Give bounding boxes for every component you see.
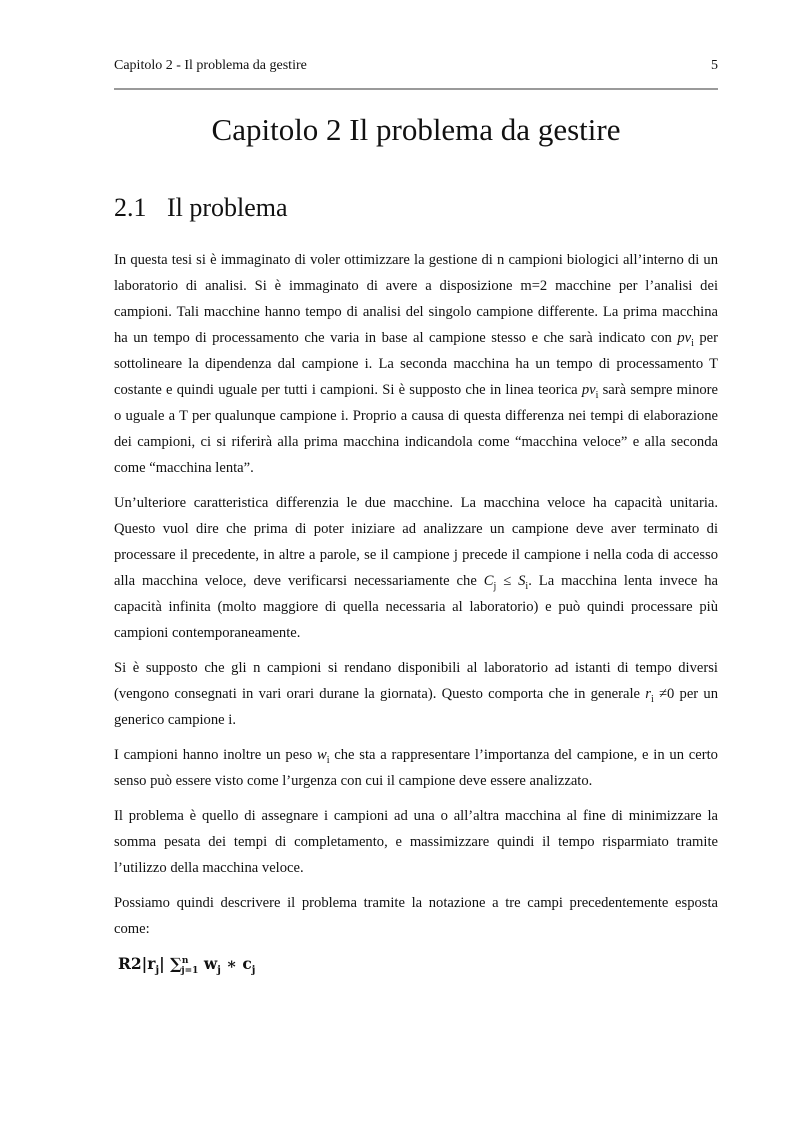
paragraph-1 — [114, 247, 718, 481]
p2-sub-j: j — [493, 580, 497, 592]
formula-w: w — [198, 954, 218, 973]
formula-bar: | — [159, 954, 171, 973]
p2-sub-i: i — [525, 580, 529, 592]
summation-symbol — [170, 951, 198, 980]
p2-var-c: C — [483, 573, 494, 589]
formula-w-sub: j — [217, 965, 221, 977]
running-title: Capitolo 2 - Il problema da gestire — [114, 58, 307, 73]
sum-sign: ∑ — [170, 954, 182, 973]
p3-text-a: Si è supposto che gli n campioni si rendano disponibili al laboratorio ad istanti di tempo diversi (vengono consegnati in vari orari durane la giornata). Questo comporta che in generale — [114, 660, 718, 702]
sum-lower-limit: j=1 — [181, 966, 199, 976]
paragraph-4 — [114, 742, 718, 794]
paragraph-6: Possiamo quindi descrivere il problema tramite la notazione a tre campi precedentemente esposta come: — [114, 895, 718, 937]
p3-var-r: r — [645, 686, 651, 702]
paragraph-2 — [114, 490, 718, 646]
p3-text-b: ≠0 per un generico campione i. — [114, 686, 718, 728]
scheduling-formula — [114, 951, 718, 980]
sum-upper-limit: n — [181, 956, 189, 966]
p4-sub-i: i — [326, 754, 330, 766]
formula-c-sub: j — [251, 965, 256, 977]
p4-var-w: w — [316, 747, 327, 763]
paragraph-5: Il problema è quello di assegnare i campioni ad una o all’altra macchina al fine di minimizzare la somma pesata dei tempi di completamento, e massimizzare quindi il tempo risparmiato tramite l’utilizzo della macchina veloce. — [114, 808, 718, 876]
p2-var-s: S — [518, 573, 526, 589]
p2-text-b: . La macchina lenta invece ha capacità infinita (molto maggiore di quella necessaria al laboratorio) e può quindi processare più campioni contemporaneamente. — [114, 573, 718, 641]
formula-r-sub: j — [155, 965, 160, 977]
p2-leq: ≤ — [496, 573, 519, 589]
section-number: 2.1 — [114, 193, 147, 222]
p1-text-b: per sottolineare la dipendenza dal campione i. La seconda macchina ha un tempo di processamento T costante e quindi uguale per tutti i campioni. Si è supposto che in linea teorica — [114, 330, 718, 398]
section-title: Il problema — [167, 193, 288, 222]
running-header — [114, 58, 718, 80]
p1-text-c: sarà sempre minore o uguale a T per qualunque campione i. Proprio a causa di questa differenza nei tempi di elaborazione dei campioni, ci si riferirà alla prima macchina indicandola come “macchina veloce” e alla seconda come “macchina lenta”. — [114, 382, 718, 476]
p1-sub: i — [691, 337, 694, 349]
p2-text-a: Un’ulteriore caratteristica differenzia le due macchine. La macchina veloce ha capacità unitaria. Questo vuol dire che prima di poter iniziare ad analizzare un campione deve aver terminato di processare il precedente, in altre a parole, se il campione j precede il campione i nella coda di accesso alla macchina veloce, deve verificarsi necessariamente che — [114, 495, 718, 589]
p4-text-b: che sta a rappresentare l’importanza del campione, e in un certo senso può essere visto come l’urgenza con cui il campione deve essere analizzato. — [114, 747, 718, 789]
chapter-title: Capitolo 2 Il problema da gestire — [211, 112, 621, 147]
p1-sub-2: i — [595, 389, 599, 401]
page-number: 5 — [711, 58, 718, 73]
section-heading — [114, 190, 288, 226]
paragraph-3 — [114, 655, 718, 733]
p4-text-a: I campioni hanno inoltre un peso — [114, 747, 317, 763]
formula-prefix: R2|r — [118, 954, 156, 973]
formula-times-c: ∗ c — [220, 954, 252, 973]
p1-text-a: In questa tesi si è immaginato di voler ottimizzare la gestione di n campioni biologici all’interno di un laboratorio di analisi. Si è immaginato di avere a disposizione m=2 macchine per l’analisi dei campioni. Tali macchine hanno tempo di analisi del singolo campione differente. La prima macchina ha un tempo di processamento che varia in base al campione stesso e che sarà indicato con — [114, 252, 718, 346]
p1-var-pv: pv — [677, 330, 692, 346]
header-rule — [114, 88, 718, 90]
body-text — [114, 247, 718, 980]
p3-sub-i: i — [650, 693, 654, 705]
p1-var-pv-2: pv — [581, 382, 596, 398]
